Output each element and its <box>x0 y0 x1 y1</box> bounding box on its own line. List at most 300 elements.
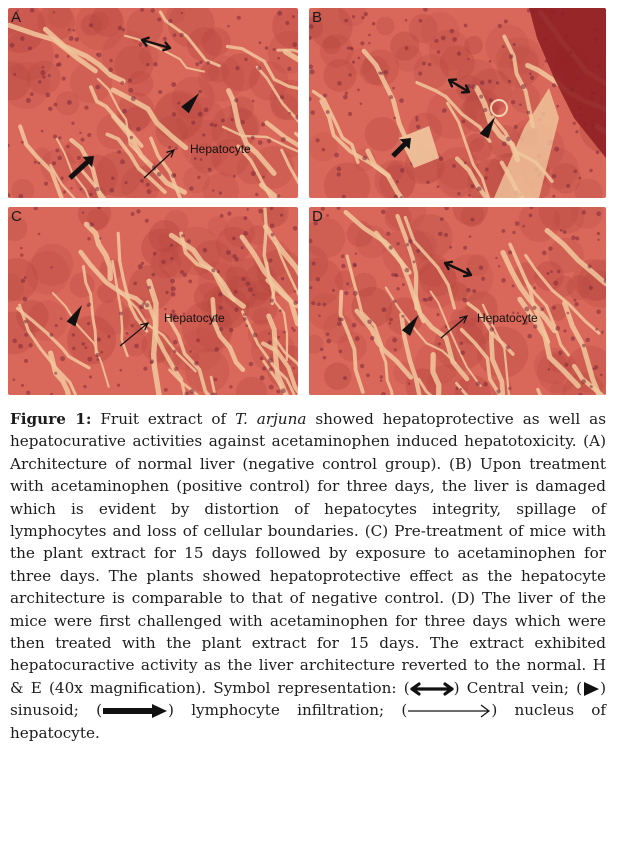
cell-nucleus <box>362 156 367 161</box>
cell-nucleus <box>20 247 23 250</box>
cell-nucleus <box>367 320 372 325</box>
cell-nucleus <box>402 283 405 286</box>
cell-nucleus <box>316 138 320 142</box>
cell-nucleus <box>143 367 147 371</box>
cell-nucleus <box>391 273 395 277</box>
cell-nucleus <box>214 124 218 128</box>
cell-nucleus <box>268 341 272 345</box>
cell-nucleus <box>358 57 361 60</box>
cell-nucleus <box>227 211 231 215</box>
cell-nucleus <box>111 176 115 180</box>
cell-nucleus <box>508 80 511 83</box>
cell-nucleus <box>452 164 456 168</box>
cell-nucleus <box>341 264 346 269</box>
cell-nucleus <box>323 356 327 360</box>
cell-nucleus <box>590 385 593 388</box>
cell-nucleus <box>48 74 51 77</box>
cell-nucleus <box>189 389 194 394</box>
cell-nucleus <box>168 19 172 23</box>
cell-nucleus <box>23 297 28 302</box>
cell-nucleus <box>139 304 144 309</box>
cell-nucleus <box>355 336 360 341</box>
cell-nucleus <box>57 156 62 161</box>
cell-nucleus <box>260 376 265 381</box>
cell-nucleus <box>462 298 467 303</box>
cell-nucleus <box>38 162 41 165</box>
cell-nucleus <box>194 361 199 366</box>
cell-nucleus <box>513 43 516 46</box>
legend-lymphocyte: ) lymphocyte infiltration; ( <box>168 701 408 720</box>
cell-nucleus <box>484 176 487 179</box>
cell-nucleus <box>596 211 601 216</box>
cell-nucleus <box>38 80 42 84</box>
cell-nucleus <box>82 342 86 346</box>
cell-nucleus <box>509 54 513 58</box>
cell-nucleus <box>229 385 232 388</box>
cell-nucleus <box>261 122 265 126</box>
cell-nucleus <box>81 138 85 142</box>
cell-nucleus <box>449 246 452 249</box>
cell-nucleus <box>380 379 382 381</box>
cell-nucleus <box>206 61 210 65</box>
cell-nucleus <box>281 388 286 393</box>
cell-nucleus <box>285 21 289 25</box>
cell-nucleus <box>533 286 536 289</box>
cell-nucleus <box>501 229 505 233</box>
cell-nucleus <box>573 299 576 302</box>
cell-nucleus <box>30 92 34 96</box>
cell-nucleus <box>70 187 72 189</box>
cell-nucleus <box>293 226 298 231</box>
cell-nucleus <box>232 254 237 259</box>
cell-nucleus <box>548 368 550 370</box>
cell-nucleus <box>109 188 114 193</box>
cell-nucleus <box>401 315 404 318</box>
cell-nucleus <box>352 323 357 328</box>
cell-nucleus <box>582 344 586 348</box>
cell-nucleus <box>434 39 438 43</box>
cell-nucleus <box>360 41 364 45</box>
cell-nucleus <box>370 336 374 340</box>
cell-nucleus <box>265 46 269 50</box>
tissue-shade <box>95 300 131 336</box>
cell-nucleus <box>422 298 426 302</box>
double-arrow-icon <box>410 681 454 697</box>
cell-nucleus <box>270 299 274 303</box>
cell-nucleus <box>383 70 387 74</box>
cell-nucleus <box>252 294 254 296</box>
cell-nucleus <box>175 147 178 150</box>
cell-nucleus <box>128 88 133 93</box>
cell-nucleus <box>438 342 441 345</box>
cell-nucleus <box>214 347 219 352</box>
cell-nucleus <box>554 147 559 152</box>
cell-nucleus <box>566 184 570 188</box>
cell-nucleus <box>251 171 256 176</box>
cell-nucleus <box>232 237 236 241</box>
cell-nucleus <box>555 326 560 331</box>
cell-nucleus <box>108 67 113 72</box>
cell-nucleus <box>117 384 120 387</box>
cell-nucleus <box>194 157 197 160</box>
cell-nucleus <box>28 46 32 50</box>
cell-nucleus <box>582 210 586 214</box>
cell-nucleus <box>142 302 145 305</box>
cell-nucleus <box>165 291 168 294</box>
cell-nucleus <box>268 332 270 334</box>
cell-nucleus <box>87 322 90 325</box>
cell-nucleus <box>26 98 31 103</box>
cell-nucleus <box>343 95 348 100</box>
cell-nucleus <box>501 278 506 283</box>
cell-nucleus <box>174 367 179 372</box>
cell-nucleus <box>393 117 396 120</box>
cell-nucleus <box>495 257 497 259</box>
cell-nucleus <box>136 209 140 213</box>
cell-nucleus <box>557 270 561 274</box>
cell-nucleus <box>512 284 515 287</box>
cell-nucleus <box>269 367 273 371</box>
cell-nucleus <box>87 133 91 137</box>
cell-nucleus <box>589 169 592 172</box>
cell-nucleus <box>472 289 476 293</box>
cell-nucleus <box>452 37 457 42</box>
cell-nucleus <box>218 292 222 296</box>
cell-nucleus <box>394 348 397 351</box>
cell-nucleus <box>442 108 447 113</box>
cell-nucleus <box>550 270 553 273</box>
cell-nucleus <box>366 373 370 377</box>
cell-nucleus <box>24 276 27 279</box>
cell-nucleus <box>52 161 56 165</box>
cell-nucleus <box>181 12 183 14</box>
cell-nucleus <box>197 176 200 179</box>
cell-nucleus <box>80 188 82 190</box>
cell-nucleus <box>294 290 297 293</box>
histology-image-b <box>309 8 606 198</box>
cell-nucleus <box>268 258 272 262</box>
cell-nucleus <box>529 72 532 75</box>
cell-nucleus <box>10 43 15 48</box>
cell-nucleus <box>96 53 98 55</box>
cell-nucleus <box>229 328 233 332</box>
cell-nucleus <box>219 327 223 331</box>
cell-nucleus <box>26 391 30 395</box>
cell-nucleus <box>67 55 70 58</box>
legend-nucleus: ) nucleus of hepatocyte. <box>10 701 606 742</box>
cell-nucleus <box>353 291 358 296</box>
cell-nucleus <box>479 95 483 99</box>
cell-nucleus <box>107 335 110 338</box>
cell-nucleus <box>100 351 103 354</box>
cell-nucleus <box>237 16 241 20</box>
tissue-shade <box>551 163 581 193</box>
cell-nucleus <box>368 34 371 37</box>
cell-nucleus <box>405 46 409 50</box>
cell-nucleus <box>234 98 238 102</box>
cell-nucleus <box>392 87 395 90</box>
cell-nucleus <box>268 358 273 363</box>
cell-nucleus <box>202 133 205 136</box>
cell-nucleus <box>55 324 58 327</box>
cell-nucleus <box>211 268 215 272</box>
cell-nucleus <box>109 59 112 62</box>
cell-nucleus <box>360 364 364 368</box>
cell-nucleus <box>318 315 321 318</box>
cell-nucleus <box>72 347 75 350</box>
cell-nucleus <box>173 33 177 37</box>
cell-nucleus <box>150 361 153 364</box>
cell-nucleus <box>83 385 86 388</box>
cell-nucleus <box>480 80 485 85</box>
cell-nucleus <box>235 66 239 70</box>
cell-nucleus <box>72 29 75 32</box>
cell-nucleus <box>177 102 180 105</box>
cell-nucleus <box>234 290 237 293</box>
cell-nucleus <box>258 41 261 44</box>
cell-nucleus <box>571 337 575 341</box>
micrograph-panel-b <box>309 8 606 198</box>
cell-nucleus <box>588 265 592 269</box>
cell-nucleus <box>24 359 28 363</box>
cell-nucleus <box>171 292 176 297</box>
cell-nucleus <box>172 112 177 117</box>
cell-nucleus <box>552 83 556 87</box>
cell-nucleus <box>187 239 191 243</box>
cell-nucleus <box>311 301 315 305</box>
cell-nucleus <box>368 42 370 44</box>
cell-nucleus <box>514 125 518 129</box>
cell-nucleus <box>97 337 101 341</box>
cell-nucleus <box>460 388 462 390</box>
cell-nucleus <box>337 81 341 85</box>
cell-nucleus <box>488 79 492 83</box>
cell-nucleus <box>508 387 511 390</box>
cell-nucleus <box>280 95 284 99</box>
cell-nucleus <box>470 184 474 188</box>
cell-nucleus <box>139 43 142 46</box>
cell-nucleus <box>79 132 81 134</box>
cell-nucleus <box>323 303 327 307</box>
cell-nucleus <box>54 103 58 107</box>
cell-nucleus <box>416 125 420 129</box>
cell-nucleus <box>428 296 433 301</box>
cell-nucleus <box>558 351 562 355</box>
cell-nucleus <box>327 339 332 344</box>
cell-nucleus <box>595 328 598 331</box>
cell-nucleus <box>131 96 136 101</box>
cell-nucleus <box>122 28 125 31</box>
cell-nucleus <box>309 286 312 289</box>
cell-nucleus <box>341 255 345 259</box>
cell-nucleus <box>252 100 255 103</box>
cell-nucleus <box>231 118 234 121</box>
cell-nucleus <box>171 286 176 291</box>
cell-nucleus <box>360 102 362 104</box>
cell-nucleus <box>163 37 167 41</box>
cell-nucleus <box>571 235 575 239</box>
cell-nucleus <box>460 350 465 355</box>
cell-nucleus <box>99 237 101 239</box>
cell-nucleus <box>42 66 45 69</box>
cell-nucleus <box>12 339 16 343</box>
tissue-shade <box>16 300 48 332</box>
cell-nucleus <box>515 221 520 226</box>
cell-nucleus <box>357 88 360 91</box>
cell-nucleus <box>273 48 276 51</box>
cell-nucleus <box>560 229 563 232</box>
cell-nucleus <box>552 174 556 178</box>
cell-nucleus <box>66 145 70 149</box>
cell-nucleus <box>151 8 155 12</box>
figure-label: Figure 1: <box>10 410 92 428</box>
cell-nucleus <box>157 172 162 177</box>
cell-nucleus <box>131 324 134 327</box>
cell-nucleus <box>243 231 248 236</box>
cell-nucleus <box>310 69 315 74</box>
cell-nucleus <box>456 387 459 390</box>
cell-nucleus <box>519 103 522 106</box>
cell-nucleus <box>67 100 72 105</box>
cell-nucleus <box>171 82 176 87</box>
cell-nucleus <box>84 105 88 109</box>
cell-nucleus <box>563 230 567 234</box>
cell-nucleus <box>437 50 441 54</box>
cell-nucleus <box>246 208 249 211</box>
cell-nucleus <box>418 71 422 75</box>
cell-nucleus <box>337 167 341 171</box>
cell-nucleus <box>348 112 352 116</box>
cell-nucleus <box>196 338 200 342</box>
cell-nucleus <box>219 191 222 194</box>
cell-nucleus <box>338 317 342 321</box>
cell-nucleus <box>262 176 265 179</box>
cell-nucleus <box>217 270 220 273</box>
cell-nucleus <box>457 192 460 195</box>
cell-nucleus <box>220 214 224 218</box>
cell-nucleus <box>161 260 165 264</box>
cell-nucleus <box>438 232 443 237</box>
cell-nucleus <box>540 307 544 311</box>
cell-nucleus <box>479 266 483 270</box>
cell-nucleus <box>53 135 57 139</box>
cell-nucleus <box>145 303 149 307</box>
cell-nucleus <box>378 71 381 74</box>
cell-nucleus <box>440 217 444 221</box>
cell-nucleus <box>63 190 66 193</box>
cell-nucleus <box>498 265 500 267</box>
cell-nucleus <box>600 374 603 377</box>
cell-nucleus <box>293 367 295 369</box>
cell-nucleus <box>30 8 35 13</box>
cell-nucleus <box>257 66 261 70</box>
cell-nucleus <box>461 120 465 124</box>
panel-label-a: A <box>11 9 22 26</box>
cell-nucleus <box>170 279 175 284</box>
cell-nucleus <box>60 317 63 320</box>
cell-nucleus <box>323 93 327 97</box>
cell-nucleus <box>498 24 502 28</box>
cell-nucleus <box>60 356 65 361</box>
cell-nucleus <box>496 389 500 393</box>
cell-nucleus <box>292 329 295 332</box>
cell-nucleus <box>364 12 368 16</box>
cell-nucleus <box>415 116 418 119</box>
cell-nucleus <box>601 331 604 334</box>
cell-nucleus <box>89 193 93 197</box>
cell-nucleus <box>393 299 397 303</box>
cell-nucleus <box>13 73 16 76</box>
cell-nucleus <box>71 122 74 125</box>
cell-nucleus <box>189 350 192 353</box>
legend-central-vein: ) Central vein; ( <box>453 678 583 697</box>
cell-nucleus <box>389 322 392 325</box>
cell-nucleus <box>198 90 202 94</box>
cell-nucleus <box>593 367 596 370</box>
cell-nucleus <box>195 62 199 66</box>
cell-nucleus <box>413 260 416 263</box>
cell-nucleus <box>260 357 263 360</box>
cell-nucleus <box>199 60 203 64</box>
cell-nucleus <box>13 378 16 381</box>
micrograph-panel-d <box>309 207 606 395</box>
cell-nucleus <box>396 242 400 246</box>
cell-nucleus <box>246 281 251 286</box>
cell-nucleus <box>50 333 54 337</box>
cell-nucleus <box>249 362 253 366</box>
cell-nucleus <box>339 350 343 354</box>
cell-nucleus <box>279 309 282 312</box>
cell-nucleus <box>146 63 149 66</box>
cell-nucleus <box>140 8 144 12</box>
cell-nucleus <box>55 54 59 58</box>
cell-nucleus <box>521 84 526 89</box>
cell-nucleus <box>428 63 432 67</box>
cell-nucleus <box>168 146 171 149</box>
cell-nucleus <box>227 25 230 28</box>
cell-nucleus <box>457 52 461 56</box>
cell-nucleus <box>322 148 325 151</box>
cell-nucleus <box>529 213 533 217</box>
cell-nucleus <box>416 249 420 253</box>
thin-arrow-icon <box>407 703 491 719</box>
cell-nucleus <box>208 168 212 172</box>
cell-nucleus <box>44 182 48 186</box>
cell-nucleus <box>89 222 94 227</box>
cell-nucleus <box>512 231 515 234</box>
cell-nucleus <box>119 312 123 316</box>
cell-nucleus <box>133 282 137 286</box>
cell-nucleus <box>553 281 558 286</box>
cell-nucleus <box>311 110 315 114</box>
cell-nucleus <box>140 179 144 183</box>
cell-nucleus <box>153 252 157 256</box>
cell-nucleus <box>241 277 245 281</box>
cell-nucleus <box>400 168 404 172</box>
cell-nucleus <box>243 317 247 321</box>
cell-nucleus <box>579 177 582 180</box>
cell-nucleus <box>267 139 272 144</box>
cell-nucleus <box>146 183 150 187</box>
cell-nucleus <box>506 137 511 142</box>
cell-nucleus <box>552 306 556 310</box>
cell-nucleus <box>574 302 578 306</box>
cell-nucleus <box>392 338 397 343</box>
cell-nucleus <box>244 58 247 61</box>
cell-nucleus <box>293 301 297 305</box>
cell-nucleus <box>463 246 467 250</box>
cell-nucleus <box>556 105 559 108</box>
